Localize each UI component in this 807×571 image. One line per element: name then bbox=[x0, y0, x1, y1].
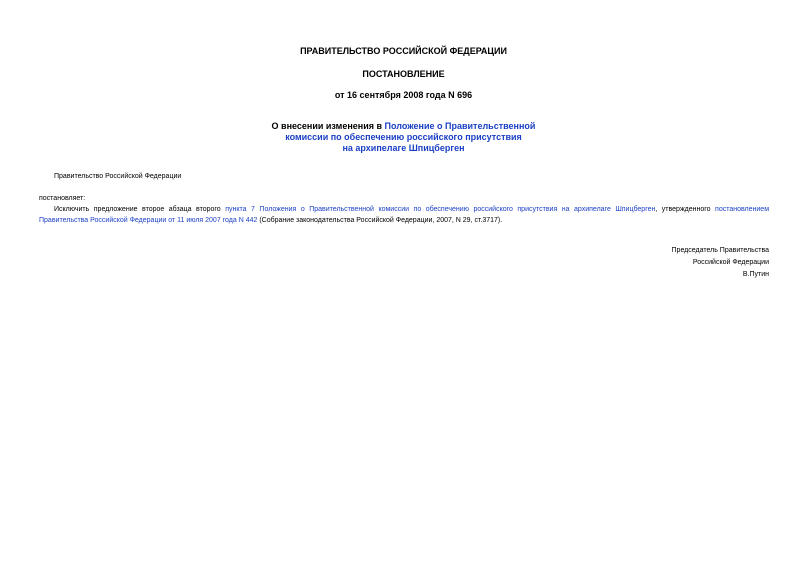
heading-link-line2[interactable]: комиссии по обеспечению российского присутствия bbox=[285, 132, 522, 142]
body-text-part2: , утвержденного bbox=[655, 206, 716, 213]
heading-link-line3[interactable]: на архипелаге Шпицберген bbox=[342, 143, 465, 153]
body-text-part1: Исключить предложение второе абзаца второго bbox=[54, 206, 226, 213]
document-type: ПОСТАНОВЛЕНИЕ bbox=[362, 69, 445, 79]
government-title: ПРАВИТЕЛЬСТВО РОССИЙСКОЙ ФЕДЕРАЦИИ bbox=[300, 46, 507, 56]
body-link-clause[interactable]: пункта 7 Положения о Правительственной комиссии по обеспечению российского присутствия на архипелаге Шпицберген bbox=[225, 206, 656, 213]
body-paragraph bbox=[39, 204, 769, 226]
document-heading bbox=[0, 121, 807, 154]
issuer-text: Правительство Российской Федерации bbox=[54, 173, 182, 180]
body-text-part3: (Собрание законодательства Российской Федерации, 2007, N 29, ст.3717). bbox=[257, 217, 503, 224]
document-date-number: от 16 сентября 2008 года N 696 bbox=[334, 90, 473, 100]
signature-name: В.Путин bbox=[742, 271, 769, 278]
decree-word: постановляет: bbox=[39, 195, 86, 202]
heading-link-line1[interactable]: Положение о Правительственной bbox=[384, 121, 536, 131]
signature-block bbox=[672, 245, 769, 281]
heading-prefix: О внесении изменения в bbox=[271, 121, 385, 131]
signature-line1: Председатель Правительства bbox=[671, 247, 769, 254]
signature-line2: Российской Федерации bbox=[692, 259, 769, 266]
body-link-decree[interactable]: постановлением Правительства Российской Федерации от 11 июля 2007 года N 442 bbox=[39, 206, 770, 224]
